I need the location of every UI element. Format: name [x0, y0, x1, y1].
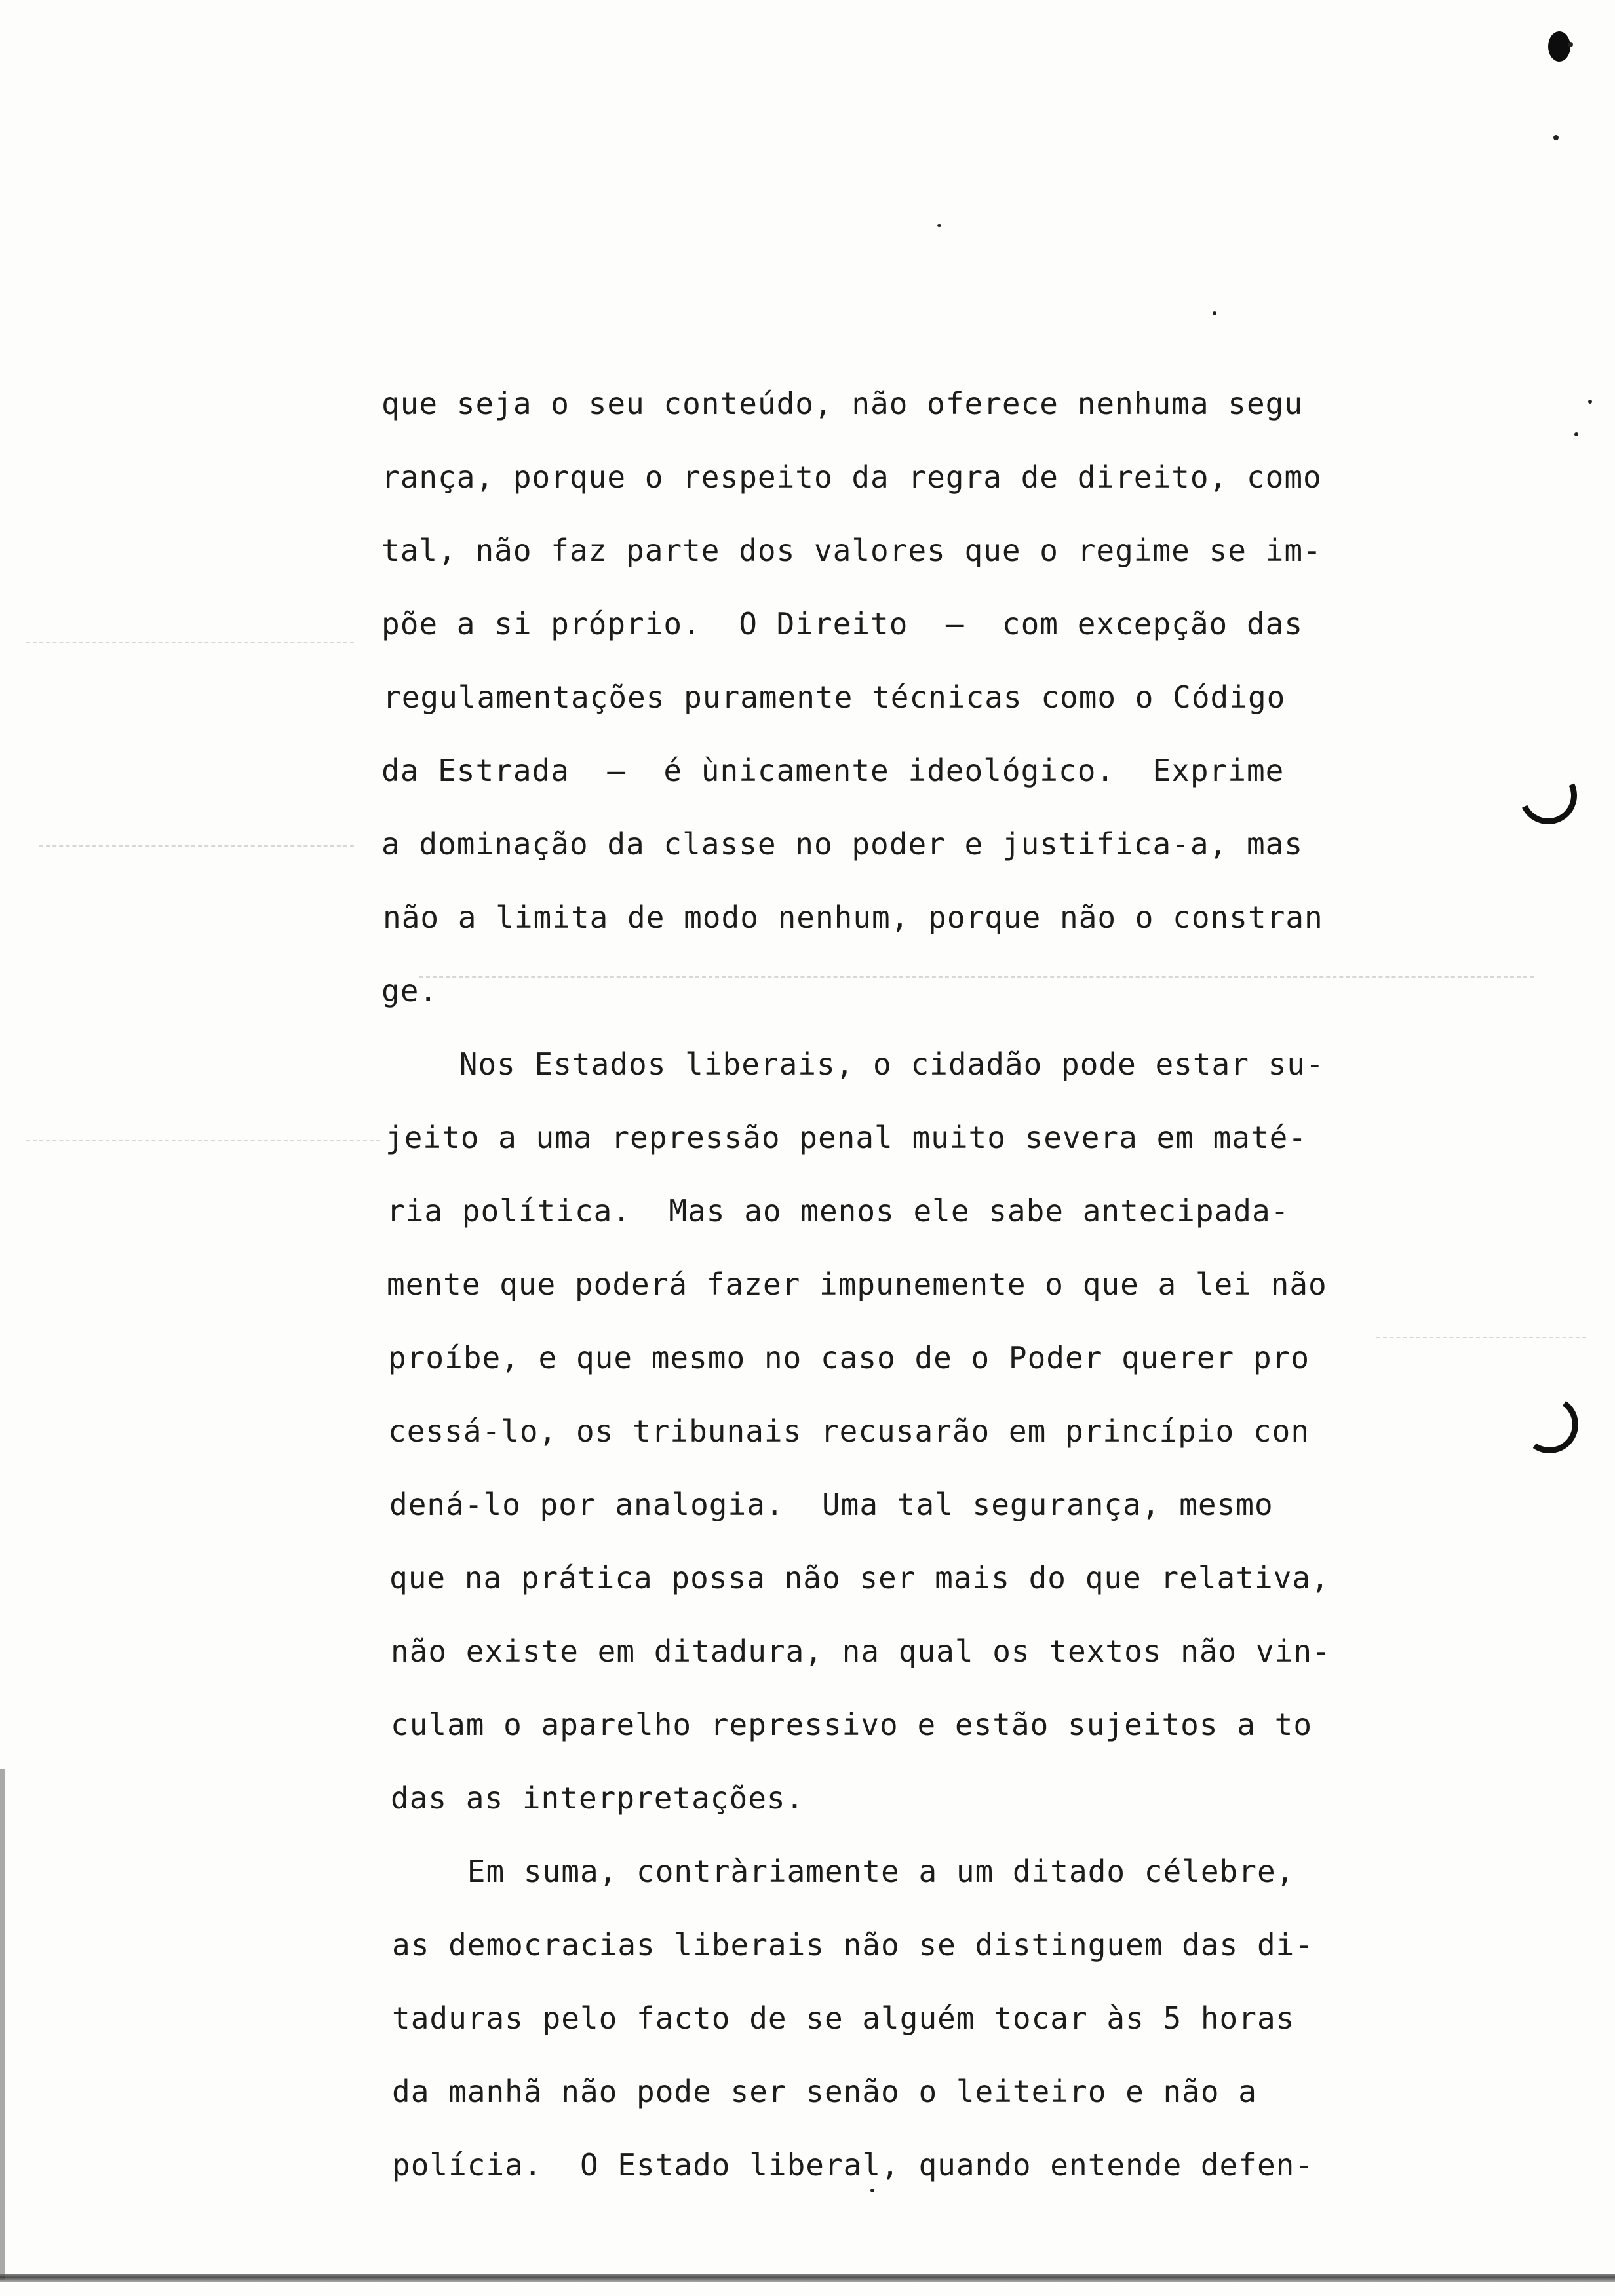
ink-blot [1548, 31, 1570, 62]
text-line: taduras pelo facto de se alguém tocar às 5 horas [392, 2000, 1295, 2036]
text-line: as democracias liberais não se distinguem das di- [392, 1927, 1314, 1962]
text-line: culam o aparelho repressivo e estão sujeitos a to [391, 1707, 1313, 1742]
speck [1574, 432, 1578, 436]
text-line: polícia. O Estado liberal, quando entende defen- [392, 2147, 1314, 2183]
text-line: que seja o seu conteúdo, não oferece nenhuma segu [381, 386, 1304, 421]
typewritten-text [381, 367, 1404, 2202]
text-line: ria política. Mas ao menos ele sabe antecipada- [387, 1193, 1290, 1229]
text-line: regulamentações puramente técnicas como o Código [383, 679, 1286, 715]
speck [937, 224, 941, 227]
punch-hole [1511, 759, 1586, 833]
scan-edge-shadow [0, 2274, 1615, 2282]
text-line: jeito a uma repressão penal muito severa em maté- [385, 1120, 1308, 1155]
speck [1553, 135, 1559, 140]
text-line: dená-lo por analogia. Uma tal segurança, mesmo [389, 1487, 1274, 1522]
punch-hole [1516, 1391, 1583, 1458]
text-line: ge. [381, 973, 438, 1008]
scan-smudge [26, 1140, 380, 1141]
text-line: põe a si próprio. O Direito — com excepção das [381, 606, 1304, 641]
text-line: das as interpretações. [391, 1780, 805, 1816]
scan-smudge [39, 845, 354, 847]
text-line: Em suma, contràriamente a um ditado célebre, [392, 1854, 1295, 1889]
text-line: rança, porque o respeito da regra de direito, como [381, 459, 1322, 495]
text-line: que na prática possa não ser mais do que relativa, [389, 1560, 1330, 1596]
text-line: da Estrada — é ùnicamente ideológico. Exprime [381, 753, 1285, 788]
scan-smudge [26, 642, 354, 643]
scan-edge-shadow [0, 1769, 5, 2280]
text-line: não a limita de modo nenhum, porque não o constran [383, 900, 1323, 935]
text-line: Nos Estados liberais, o cidadão pode estar su- [384, 1046, 1325, 1082]
text-line: a dominação da classe no poder e justifica-a, mas [381, 826, 1304, 862]
speck [1213, 311, 1216, 315]
text-line: cessá-lo, os tribunais recusarão em princípio con [388, 1413, 1310, 1449]
text-line: mente que poderá fazer impunemente o que a lei não [387, 1267, 1327, 1302]
text-line: não existe em ditadura, na qual os textos não vin- [391, 1634, 1331, 1669]
text-line: tal, não faz parte dos valores que o regime se im- [381, 533, 1322, 568]
text-line: da manhã não pode ser senão o leiteiro e não a [392, 2074, 1257, 2109]
scan-smudge [1376, 1337, 1586, 1338]
text-line: proíbe, e que mesmo no caso de o Poder querer pro [388, 1340, 1310, 1375]
speck [1588, 400, 1592, 404]
speck [1568, 42, 1573, 47]
